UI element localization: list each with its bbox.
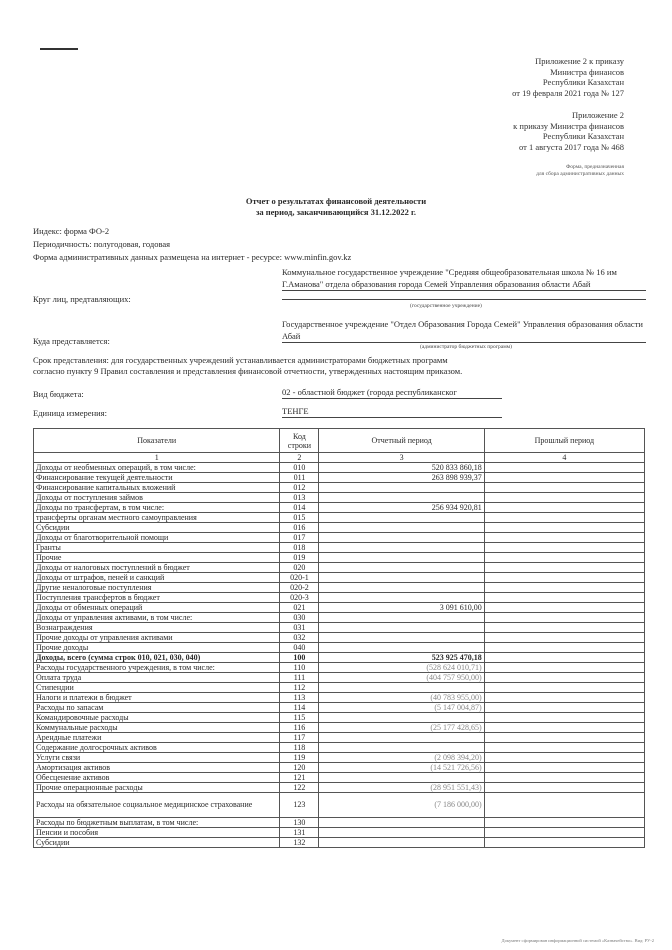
row-code: 018 [280, 543, 319, 553]
column-number: 4 [484, 453, 644, 463]
row-indicator: Командировочные расходы [34, 713, 280, 723]
row-previous-value [484, 543, 644, 553]
submitter-caption: (государственное учреждение) [410, 303, 482, 309]
row-previous-value [484, 643, 644, 653]
row-indicator: трансферты органам местного самоуправления [34, 513, 280, 523]
row-indicator: Доходы от штрафов, пеней и санкций [34, 573, 280, 583]
row-current-value [319, 633, 484, 643]
row-previous-value [484, 828, 644, 838]
submitter-underline [282, 294, 646, 300]
row-current-value [319, 683, 484, 693]
row-indicator: Стипендии [34, 683, 280, 693]
table-row [34, 818, 645, 828]
row-current-value [319, 818, 484, 828]
row-previous-value [484, 613, 644, 623]
row-indicator: Другие неналоговые поступления [34, 583, 280, 593]
row-current-value [319, 513, 484, 523]
row-current-value [319, 483, 484, 493]
row-indicator: Оплата труда [34, 673, 280, 683]
row-current-value [319, 533, 484, 543]
row-current-value [319, 613, 484, 623]
row-code: 131 [280, 828, 319, 838]
row-indicator: Расходы по запасам [34, 703, 280, 713]
table-row [34, 553, 645, 563]
row-previous-value [484, 663, 644, 673]
recipient-field: Государственное учреждение "Отдел Образования Города Семей" Управления образования области Абай [282, 318, 646, 343]
table-row [34, 573, 645, 583]
report-body [34, 463, 645, 848]
row-indicator: Субсидии [34, 523, 280, 533]
table-row [34, 533, 645, 543]
header-indicator: Показатели [34, 429, 280, 453]
table-row [34, 613, 645, 623]
table-row [34, 483, 645, 493]
row-previous-value [484, 693, 644, 703]
row-current-value [319, 733, 484, 743]
recipient-caption: (администратор бюджетных программ) [420, 344, 512, 350]
row-code: 100 [280, 653, 319, 663]
table-row [34, 543, 645, 553]
row-current-value [319, 573, 484, 583]
column-number: 1 [34, 453, 280, 463]
row-current-value: (25 177 428,65) [319, 723, 484, 733]
row-previous-value [484, 513, 644, 523]
table-row [34, 693, 645, 703]
unit-value: ТЕНГЕ [282, 405, 502, 418]
row-indicator: Субсидии [34, 838, 280, 848]
row-indicator: Расходы государственного учреждения, в том числе: [34, 663, 280, 673]
row-current-value [319, 623, 484, 633]
row-indicator: Вознаграждения [34, 623, 280, 633]
row-indicator: Доходы от управления активами, в том числе: [34, 613, 280, 623]
row-indicator: Доходы, всего (сумма строк 010, 021, 030, 040) [34, 653, 280, 663]
row-previous-value [484, 763, 644, 773]
table-row [34, 783, 645, 793]
row-previous-value [484, 473, 644, 483]
row-indicator: Пенсии и пособия [34, 828, 280, 838]
table-row [34, 583, 645, 593]
approval-line: Приложение 2 к приказу [535, 56, 624, 66]
row-code: 116 [280, 723, 319, 733]
approval-line: Приложение 2 [572, 110, 624, 120]
row-previous-value [484, 523, 644, 533]
row-previous-value [484, 733, 644, 743]
row-code: 020-2 [280, 583, 319, 593]
row-code: 120 [280, 763, 319, 773]
row-indicator: Расходы по бюджетным выплатам, в том числе: [34, 818, 280, 828]
periodicity: Периодичность: полугодовая, годовая [33, 239, 171, 249]
table-row [34, 493, 645, 503]
internet-resource: Форма административных данных размещена на интернет - ресурсе: www.minfin.gov.kz [33, 252, 352, 262]
column-number: 3 [319, 453, 484, 463]
row-indicator: Доходы от обменных операций [34, 603, 280, 613]
table-row [34, 753, 645, 763]
footer-note: Документ сформирован информационной системой «Казначейство». Вид: РУ-2 [501, 938, 654, 943]
table-row [34, 773, 645, 783]
table-row [34, 603, 645, 613]
row-code: 014 [280, 503, 319, 513]
row-current-value: 523 925 470,18 [319, 653, 484, 663]
row-code: 013 [280, 493, 319, 503]
approval-line: от 1 августа 2017 года № 468 [519, 141, 624, 152]
row-code: 113 [280, 693, 319, 703]
row-current-value [319, 743, 484, 753]
row-previous-value [484, 503, 644, 513]
row-previous-value [484, 483, 644, 493]
row-previous-value [484, 743, 644, 753]
row-current-value [319, 553, 484, 563]
table-row [34, 763, 645, 773]
row-code: 040 [280, 643, 319, 653]
row-code: 016 [280, 523, 319, 533]
table-row [34, 673, 645, 683]
row-code: 020-1 [280, 573, 319, 583]
row-indicator: Доходы от налоговых поступлений в бюджет [34, 563, 280, 573]
row-current-value [319, 523, 484, 533]
table-row [34, 653, 645, 663]
row-code: 020-3 [280, 593, 319, 603]
table-row [34, 623, 645, 633]
row-previous-value [484, 593, 644, 603]
table-row [34, 828, 645, 838]
row-indicator: Финансирование текущей деятельности [34, 473, 280, 483]
row-indicator: Налоги и платежи в бюджет [34, 693, 280, 703]
row-current-value: (528 624 010,71) [319, 663, 484, 673]
row-indicator: Арендные платежи [34, 733, 280, 743]
row-current-value [319, 773, 484, 783]
row-code: 012 [280, 483, 319, 493]
table-row [34, 683, 645, 693]
recipient-label: Куда представляется: [33, 336, 110, 346]
row-current-value: (404 757 950,00) [319, 673, 484, 683]
row-code: 030 [280, 613, 319, 623]
row-previous-value [484, 703, 644, 713]
row-previous-value [484, 533, 644, 543]
row-code: 111 [280, 673, 319, 683]
table-row [34, 663, 645, 673]
table-row [34, 633, 645, 643]
table-row [34, 503, 645, 513]
row-current-value: (40 783 955,00) [319, 693, 484, 703]
row-code: 132 [280, 838, 319, 848]
row-indicator: Поступления трансфертов в бюджет [34, 593, 280, 603]
row-current-value [319, 713, 484, 723]
form-index: Индекс: форма ФО-2 [33, 226, 110, 236]
row-current-value [319, 583, 484, 593]
row-previous-value [484, 493, 644, 503]
row-previous-value [484, 773, 644, 783]
row-indicator: Доходы от необменных операций, в том числе: [34, 463, 280, 473]
approval-line: Республики Казахстан [542, 77, 624, 87]
row-indicator: Коммунальные расходы [34, 723, 280, 733]
deadline-line-2: согласно пункту 9 Правил составления и представления финансовой отчетности, утвержденных настоящим приказом. [33, 366, 463, 376]
row-previous-value [484, 603, 644, 613]
header-dash [40, 48, 78, 50]
row-current-value [319, 593, 484, 603]
row-indicator: Услуги связи [34, 753, 280, 763]
deadline-line-1: Срок представления: для государственных учреждений устанавливается администраторами бюджетных программ [33, 355, 448, 365]
row-code: 114 [280, 703, 319, 713]
row-current-value [319, 838, 484, 848]
row-previous-value [484, 573, 644, 583]
row-previous-value [484, 713, 644, 723]
table-number-row [34, 453, 645, 463]
header-previous-period: Прошлый период [484, 429, 644, 453]
row-indicator: Содержание долгосрочных активов [34, 743, 280, 753]
row-previous-value [484, 633, 644, 643]
row-code: 020 [280, 563, 319, 573]
row-previous-value [484, 463, 644, 473]
table-row [34, 513, 645, 523]
row-indicator: Финансирование капитальных вложений [34, 483, 280, 493]
table-row [34, 723, 645, 733]
row-indicator: Доходы от благотворительной помощи [34, 533, 280, 543]
report-period-line: за период, заканчивающийся 31.12.2022 г. [255, 207, 417, 217]
row-code: 130 [280, 818, 319, 828]
column-number: 2 [280, 453, 319, 463]
row-current-value: 520 833 860,18 [319, 463, 484, 473]
row-previous-value [484, 673, 644, 683]
row-code: 110 [280, 663, 319, 673]
row-current-value: 3 091 610,00 [319, 603, 484, 613]
header-current-period: Отчетный период [319, 429, 484, 453]
row-current-value: 263 898 939,37 [319, 473, 484, 483]
row-previous-value [484, 553, 644, 563]
table-row [34, 463, 645, 473]
row-indicator: Прочие доходы [34, 643, 280, 653]
form-note-line: Форма, предназначенная [565, 164, 624, 170]
row-current-value [319, 493, 484, 503]
row-code: 123 [280, 793, 319, 818]
table-row [34, 643, 645, 653]
row-indicator: Прочие [34, 553, 280, 563]
approval-block-1 [512, 56, 624, 98]
row-indicator: Доходы по трансфертам, в том числе: [34, 503, 280, 513]
row-indicator: Обесценение активов [34, 773, 280, 783]
row-current-value [319, 563, 484, 573]
budget-value: 02 - областной бюджет (города республиканског [282, 386, 502, 399]
approval-block-2 [513, 110, 624, 152]
form-note [536, 164, 624, 178]
approval-line: Республики Казахстан [542, 131, 624, 141]
row-previous-value [484, 818, 644, 828]
row-previous-value [484, 653, 644, 663]
row-indicator: Прочие доходы от управления активами [34, 633, 280, 643]
row-code: 118 [280, 743, 319, 753]
row-code: 011 [280, 473, 319, 483]
row-previous-value [484, 623, 644, 633]
row-code: 032 [280, 633, 319, 643]
table-row [34, 838, 645, 848]
row-current-value: 256 934 920,81 [319, 503, 484, 513]
table-row [34, 793, 645, 818]
row-indicator: Доходы от поступления займов [34, 493, 280, 503]
row-current-value: (28 951 551,43) [319, 783, 484, 793]
row-code: 117 [280, 733, 319, 743]
row-code: 112 [280, 683, 319, 693]
row-code: 010 [280, 463, 319, 473]
approval-line: Министра финансов [550, 66, 624, 77]
row-code: 122 [280, 783, 319, 793]
row-code: 019 [280, 553, 319, 563]
table-row [34, 563, 645, 573]
header-code: Код строки [280, 429, 319, 453]
table-row [34, 703, 645, 713]
unit-label: Единица измерения: [33, 408, 107, 418]
submitter-label: Круг лиц, предтавляющих: [33, 294, 131, 304]
row-code: 115 [280, 713, 319, 723]
budget-label: Вид бюджета: [33, 389, 84, 399]
row-code: 121 [280, 773, 319, 783]
table-row [34, 733, 645, 743]
row-code: 017 [280, 533, 319, 543]
row-code: 119 [280, 753, 319, 763]
row-indicator: Расходы на обязательное социальное медицинское страхование [34, 793, 280, 818]
table-row [34, 473, 645, 483]
row-code: 021 [280, 603, 319, 613]
table-row [34, 713, 645, 723]
row-current-value: (7 186 000,00) [319, 793, 484, 818]
row-current-value [319, 828, 484, 838]
row-current-value: (2 098 394,20) [319, 753, 484, 763]
row-current-value: (14 521 726,56) [319, 763, 484, 773]
report-table [33, 428, 645, 848]
approval-line: от 19 февраля 2021 года № 127 [512, 87, 624, 98]
report-title [0, 196, 672, 218]
form-note-line: для сбора административных данных [536, 171, 624, 177]
row-previous-value [484, 793, 644, 818]
row-previous-value [484, 838, 644, 848]
row-code: 015 [280, 513, 319, 523]
row-previous-value [484, 783, 644, 793]
row-previous-value [484, 753, 644, 763]
row-previous-value [484, 563, 644, 573]
row-indicator: Амортизация активов [34, 763, 280, 773]
table-row [34, 593, 645, 603]
row-current-value [319, 643, 484, 653]
row-indicator: Прочие операционные расходы [34, 783, 280, 793]
row-current-value: (5 147 004,87) [319, 703, 484, 713]
row-code: 031 [280, 623, 319, 633]
row-previous-value [484, 683, 644, 693]
row-previous-value [484, 583, 644, 593]
row-previous-value [484, 723, 644, 733]
table-row [34, 743, 645, 753]
table-row [34, 523, 645, 533]
row-indicator: Гранты [34, 543, 280, 553]
table-header-row [34, 429, 645, 453]
approval-line: к приказу Министра финансов [513, 120, 624, 131]
report-title-line: Отчет о результатах финансовой деятельности [245, 196, 427, 206]
submitter-field: Коммунальное государственное учреждение "Средняя общеобразовательная школа № 16 им Г.Аманова" отдела образования города Семей Управления образования области Абай [282, 266, 646, 291]
row-current-value [319, 543, 484, 553]
